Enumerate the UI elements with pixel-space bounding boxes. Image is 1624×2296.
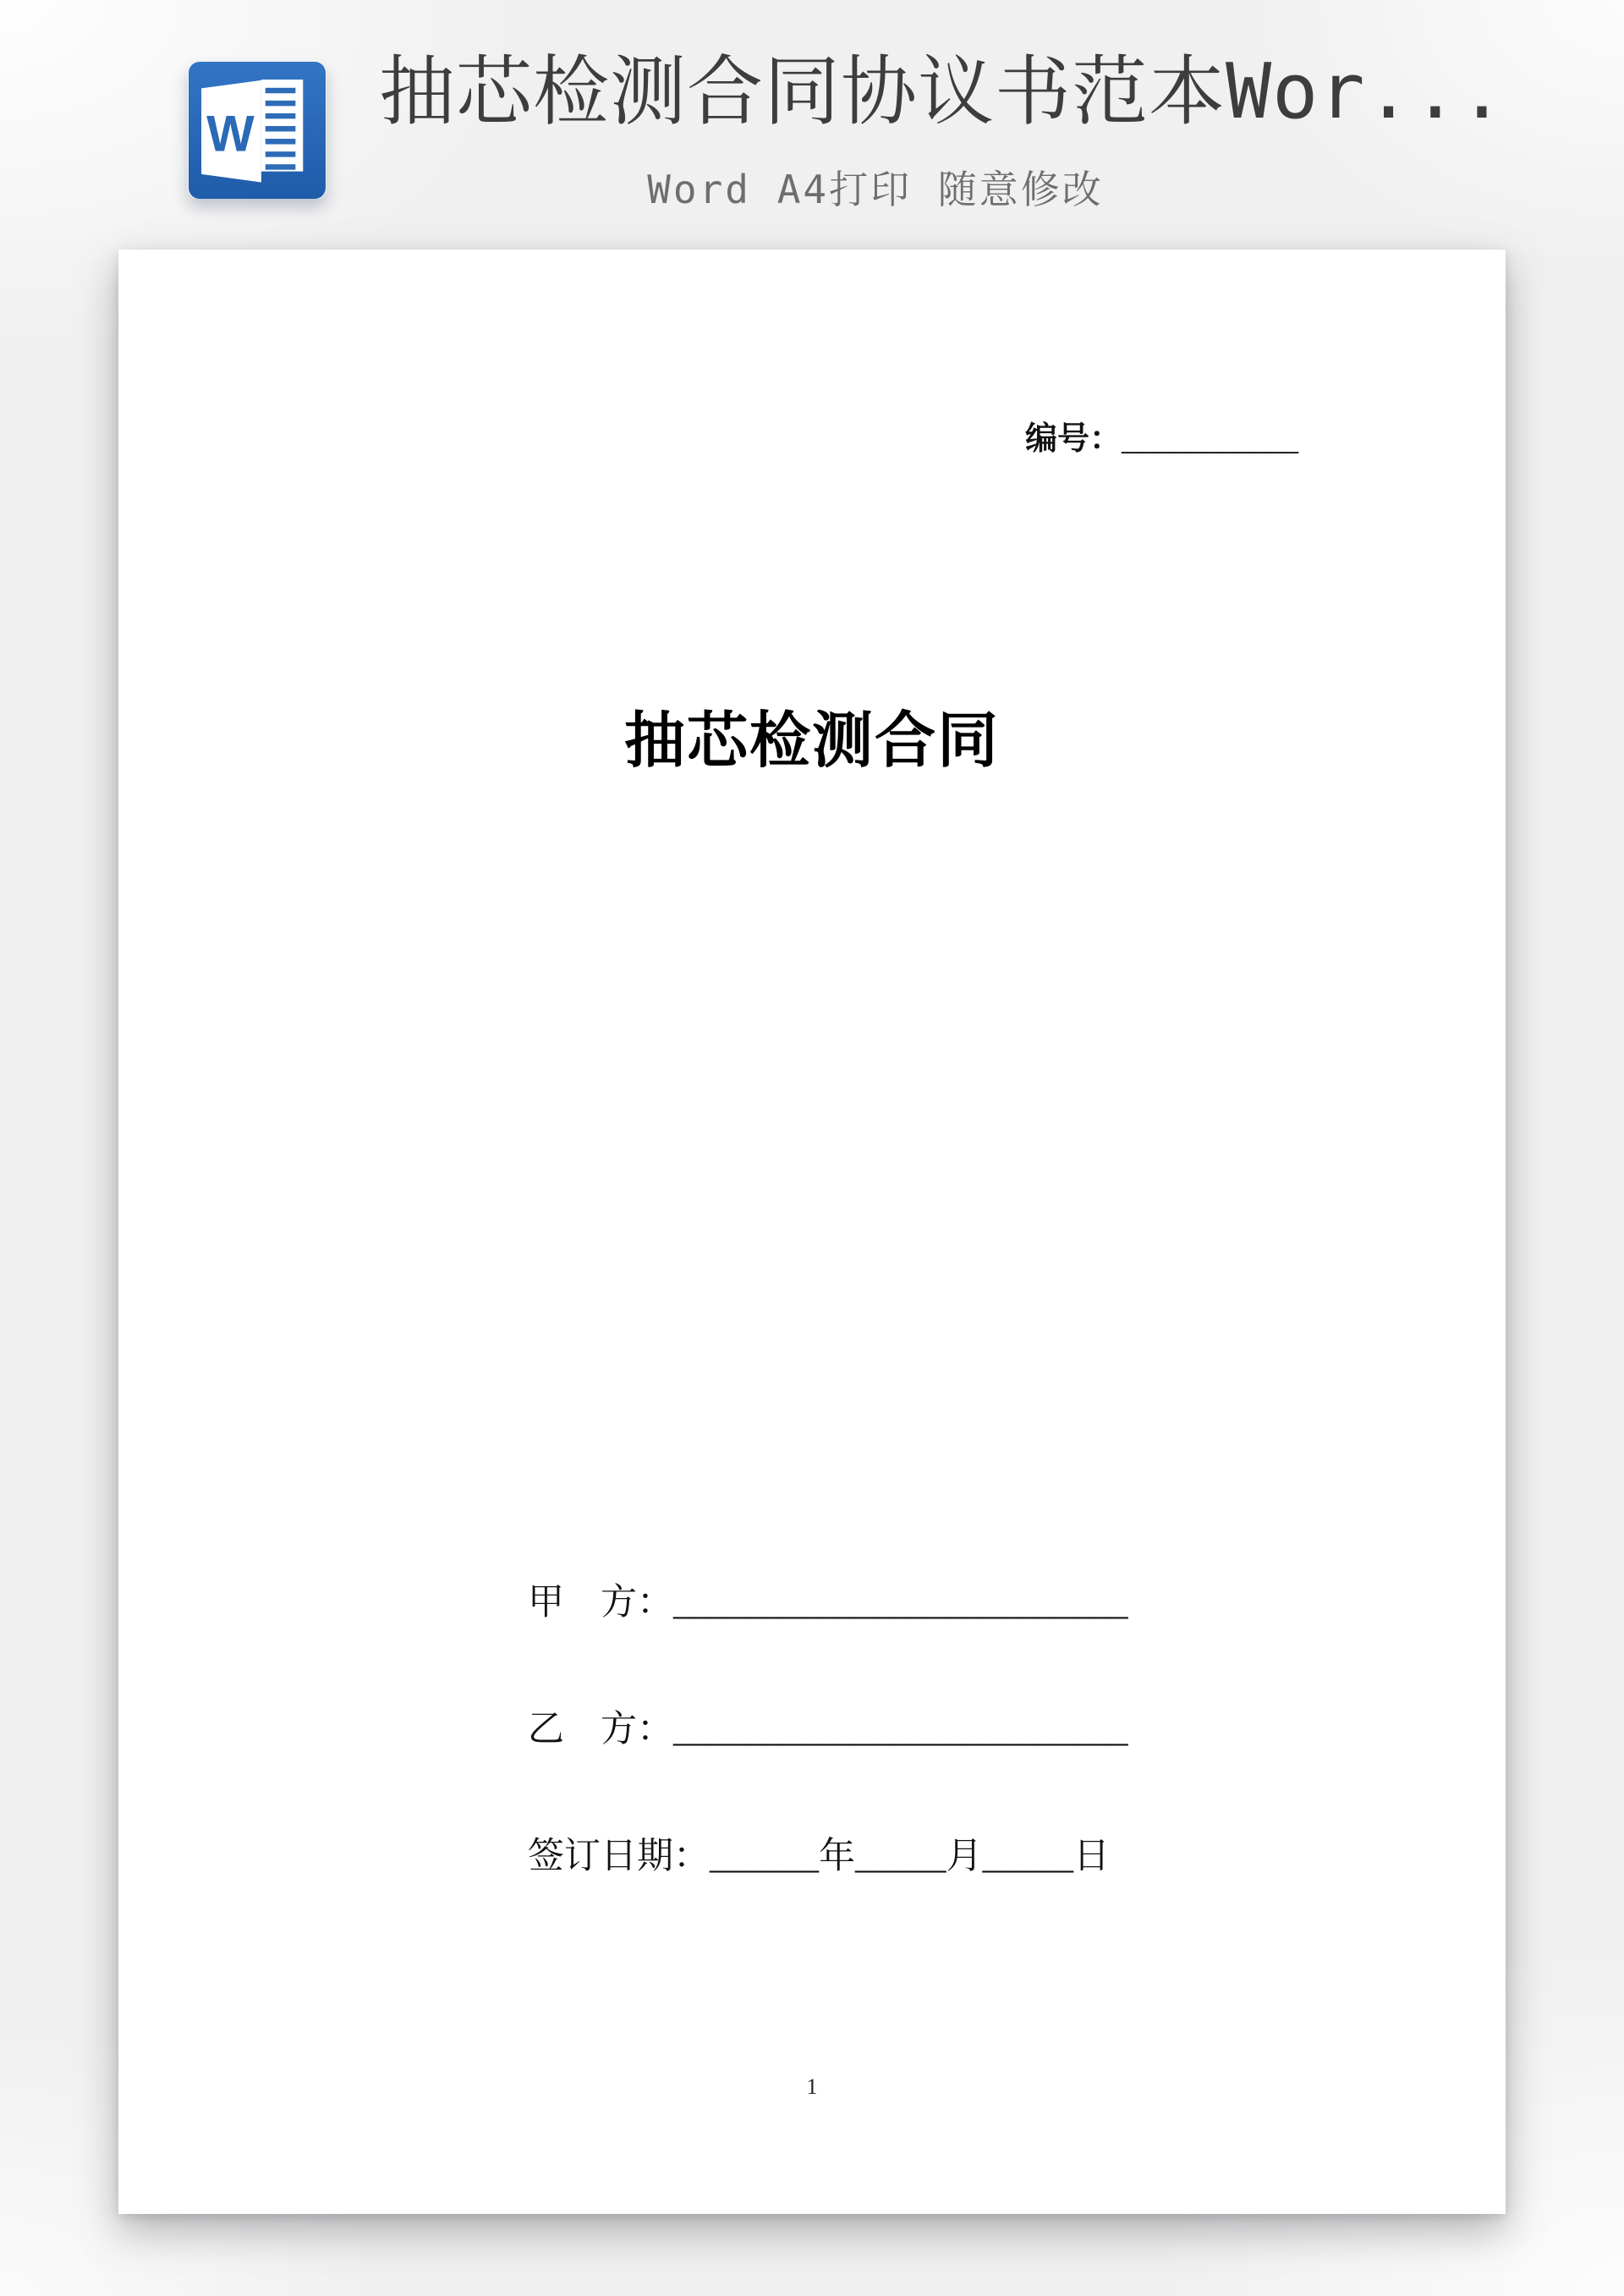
sign-date-year-label: 年 xyxy=(819,1837,855,1876)
word-icon-page xyxy=(261,80,303,172)
sign-date-year-blank: ______ xyxy=(710,1837,819,1876)
word-icon-graphic xyxy=(188,62,326,199)
party-b-line xyxy=(528,1700,1128,1752)
template-subtitle: Word A4打印 随意修改 xyxy=(647,167,1104,212)
party-b-label: 乙 方： xyxy=(528,1710,673,1749)
sign-date-line xyxy=(528,1827,1110,1879)
document-page xyxy=(118,250,1506,2214)
site-header xyxy=(0,0,1624,250)
sign-date-label: 签订日期： xyxy=(528,1837,710,1876)
word-icon-letter: W xyxy=(206,105,255,162)
sign-date-month-blank: _____ xyxy=(855,1837,946,1876)
word-icon xyxy=(188,62,326,199)
page-number: 1 xyxy=(806,2074,818,2099)
party-a-blank: _________________________ xyxy=(673,1583,1128,1623)
number-blank: ___________ xyxy=(1122,421,1298,457)
party-b-blank: _________________________ xyxy=(673,1710,1128,1749)
document-number-line xyxy=(1025,412,1298,459)
party-a-line xyxy=(528,1574,1128,1625)
sign-date-day-blank: _____ xyxy=(982,1837,1073,1876)
sign-date-month-label: 月 xyxy=(946,1837,983,1876)
sign-date-day-label: 日 xyxy=(1073,1837,1110,1876)
party-a-label: 甲 方： xyxy=(528,1583,673,1623)
document-title: 抽芯检测合同 xyxy=(623,707,1000,775)
number-label: 编号： xyxy=(1024,421,1122,457)
template-title: 抽芯检测合同协议书范本Wor... xyxy=(379,47,1506,136)
